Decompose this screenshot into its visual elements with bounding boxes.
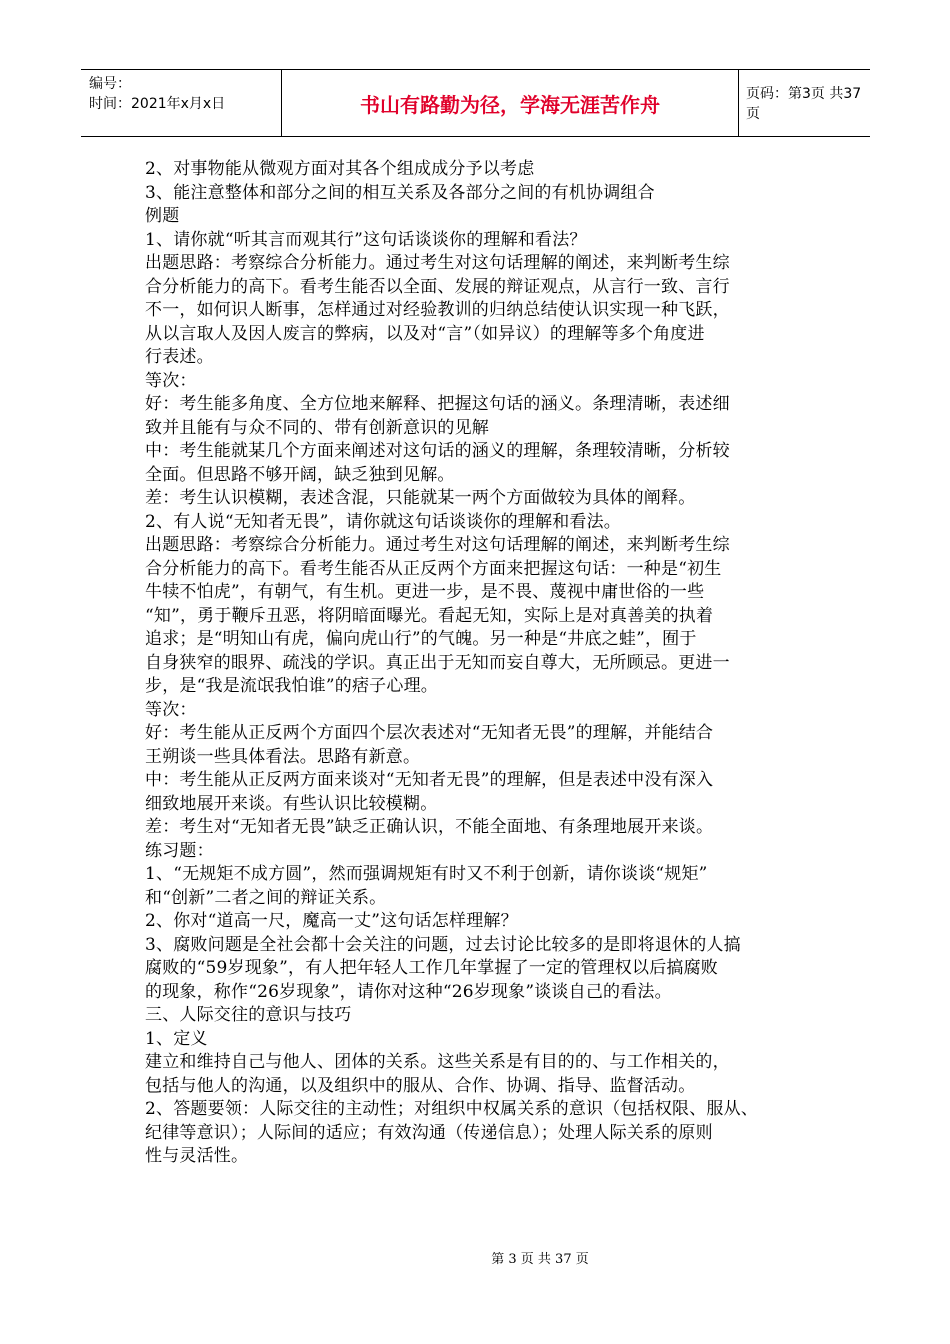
text-line: 行表述。 bbox=[145, 347, 214, 367]
text-line: 不一，如何识人断事，怎样通过对经验教训的归纳总结使认识实现一种飞跃， bbox=[145, 300, 730, 320]
text-line: 差：考生认识模糊，表述含混，只能就某一两个方面做较为具体的阐释。 bbox=[145, 488, 696, 508]
header-motto: 书山有路勤为径，学海无涯苦作舟 bbox=[360, 92, 660, 117]
text-line: 出题思路：考察综合分析能力。通过考生对这句话理解的阐述，来判断考生综 bbox=[145, 253, 730, 273]
text-line: 合分析能力的高下。看考生能否从正反两个方面来把握这句话：一种是“初生 bbox=[145, 558, 722, 579]
text-line: 腐败的“59岁现象”，有人把年轻人工作几年掌握了一定的管理权以后搞腐败 bbox=[145, 958, 719, 978]
page-footer: 第 3 页 共 37 页 bbox=[491, 1252, 589, 1267]
text-line: 王朔谈一些具体看法。思路有新意。 bbox=[145, 746, 421, 767]
text-line: 致并且能有与众不同的、带有创新意识的见解 bbox=[145, 417, 489, 438]
header-page-cell bbox=[738, 70, 870, 136]
header-motto-cell bbox=[281, 70, 739, 136]
text-line: 中：考生能从正反两方面来谈对“无知者无畏”的理解，但是表述中没有深入 bbox=[145, 770, 714, 790]
text-line: 包括与他人的沟通，以及组织中的服从、合作、协调、指导、监督活动。 bbox=[145, 1075, 696, 1096]
header-meta bbox=[81, 70, 281, 136]
text-line: 合分析能力的高下。看考生能否以全面、发展的辩证观点，从言行一致、言行 bbox=[145, 276, 730, 297]
text-line: 建立和维持自己与他人、团体的关系。这些关系是有目的的、与工作相关的， bbox=[145, 1052, 730, 1072]
text-line: 2、答题要领：人际交往的主动性；对组织中权属关系的意识（包括权限、服从、 bbox=[145, 1099, 759, 1119]
document-time-label: 时间：2021年x月x日 bbox=[89, 96, 226, 112]
text-line: 自身狭窄的眼界、疏浅的学识。真正出于无知而妄自尊大，无所顾忌。更进一 bbox=[145, 652, 730, 673]
text-line: 追求；是“明知山有虎，偏向虎山行”的气魄。另一种是“井底之蛙”，囿于 bbox=[145, 629, 697, 649]
text-line: 好：考生能多角度、全方位地来解释、把握这句话的涵义。条理清晰，表述细 bbox=[145, 394, 730, 414]
text-line: 全面。但思路不够开阔，缺乏独到见解。 bbox=[145, 464, 455, 485]
text-line: 的现象，称作“26岁现象”，请你对这种“26岁现象”谈谈自己的看法。 bbox=[145, 981, 672, 1002]
text-line: 性与灵活性。 bbox=[145, 1146, 249, 1166]
text-line: 2、对事物能从微观方面对其各个组成成分予以考虑 bbox=[145, 159, 535, 179]
text-line: 从以言取人及因人废言的弊病，以及对“言”（如异议）的理解等多个角度进 bbox=[145, 323, 705, 344]
text-line: 1、请你就“听其言而观其行”这句话谈谈你的理解和看法？ bbox=[145, 229, 587, 250]
text-line: 等次： bbox=[145, 370, 197, 391]
text-line: 2、有人说“无知者无畏”，请你就这句话谈谈你的理解和看法。 bbox=[145, 511, 621, 532]
page-header bbox=[81, 69, 870, 137]
text-line: 3、能注意整体和部分之间的相互关系及各部分之间的有机协调组合 bbox=[145, 182, 655, 203]
text-line: 好：考生能从正反两个方面四个层次表述对“无知者无畏”的理解，并能结合 bbox=[145, 723, 714, 743]
document-number-label: 编号： bbox=[89, 76, 131, 92]
text-line: “知”，勇于鞭斥丑恶，将阴暗面曝光。看起无知，实际上是对真善美的执着 bbox=[145, 605, 714, 626]
text-line: 步，是“我是流氓我怕谁”的痞子心理。 bbox=[145, 676, 438, 696]
text-line: 细致地展开来谈。有些认识比较模糊。 bbox=[145, 793, 438, 814]
text-line: 练习题： bbox=[145, 840, 214, 861]
text-line: 和“创新”二者之间的辩证关系。 bbox=[145, 887, 387, 908]
text-line: 差：考生对“无知者无畏”缺乏正确认识，不能全面地、有条理地展开来谈。 bbox=[145, 817, 714, 837]
text-line: 1、定义 bbox=[145, 1028, 208, 1049]
document-body bbox=[145, 158, 813, 1169]
text-line: 纪律等意识）；人际间的适应；有效沟通（传递信息）；处理人际关系的原则 bbox=[145, 1122, 713, 1143]
text-line: 中：考生能就某几个方面来阐述对这句话的涵义的理解，条理较清晰，分析较 bbox=[145, 441, 730, 461]
text-line: 3、腐败问题是全社会都十会关注的问题，过去讨论比较多的是即将退休的人搞 bbox=[145, 934, 741, 955]
text-line: 2、你对“道高一尺，魔高一丈”这句话怎样理解？ bbox=[145, 911, 518, 931]
text-line: 1、“无规矩不成方圆”，然而强调规矩有时又不利于创新，请你谈谈“规矩” bbox=[145, 864, 708, 884]
text-line: 出题思路：考察综合分析能力。通过考生对这句话理解的阐述，来判断考生综 bbox=[145, 535, 730, 555]
text-line: 牛犊不怕虎”，有朝气，有生机。更进一步，是不畏、蔑视中庸世俗的一些 bbox=[145, 582, 705, 602]
text-line: 等次： bbox=[145, 699, 197, 720]
text-line: 三、人际交往的意识与技巧 bbox=[145, 1005, 352, 1025]
header-page-info: 页码：第3页 共37页 bbox=[746, 86, 862, 122]
text-line: 例题 bbox=[145, 206, 180, 226]
